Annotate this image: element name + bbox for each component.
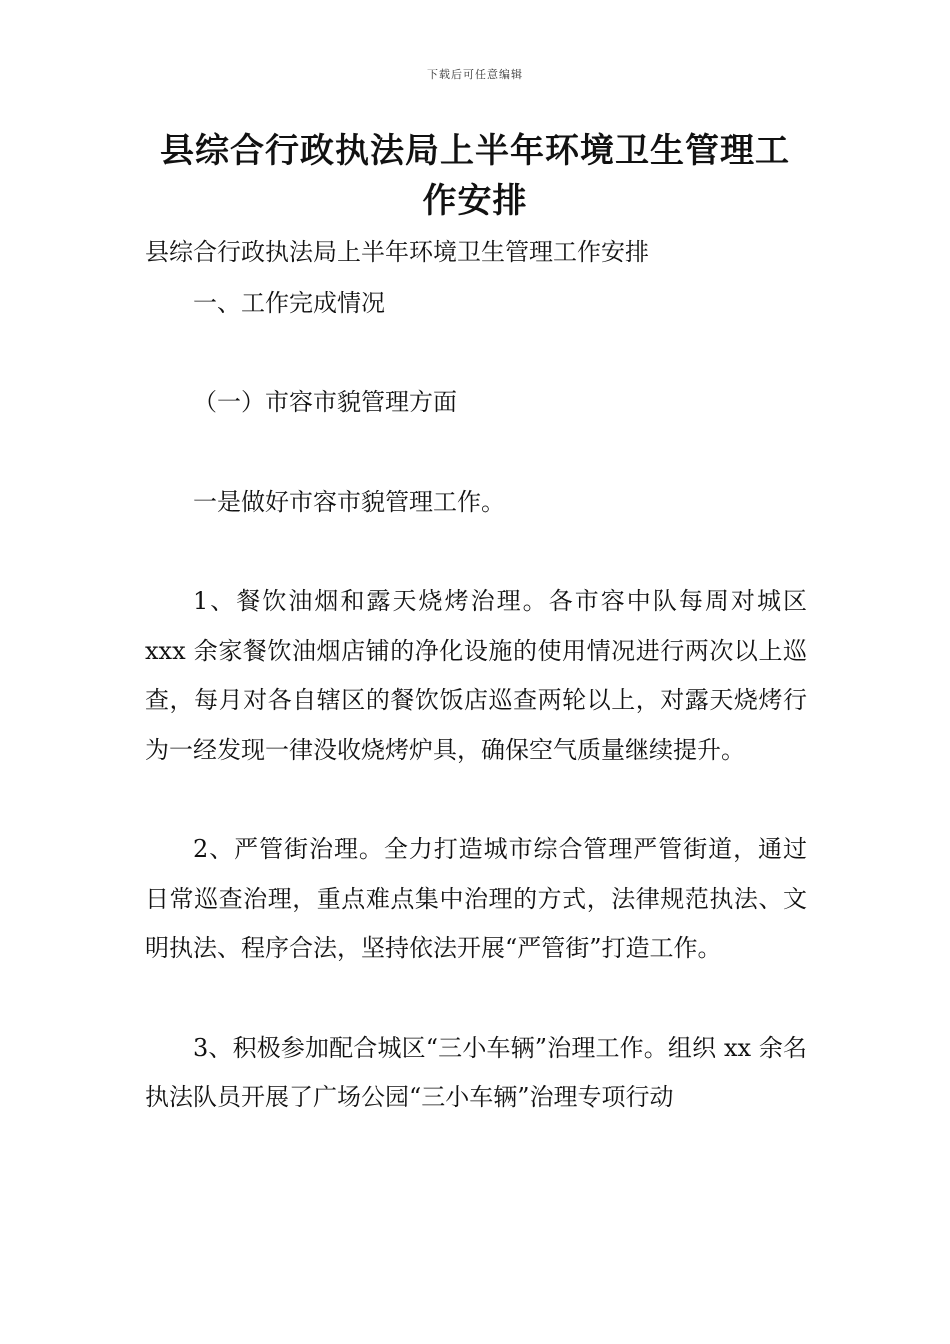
subsection-heading: （一）市容市貌管理方面 — [193, 388, 457, 416]
paragraph-1: 1、餐饮油烟和露天烧烤治理。各市容中队每周对城区 xxx 余家餐饮油烟店铺的净化设施的使用情况进行两次以上巡查，每月对各自辖区的餐饮饭店巡查两轮以上，对露天烧烤行为一经发现一律没收烧烤炉具，确保空气质量继续提升。 — [145, 587, 807, 764]
section-heading: 一、工作完成情况 — [193, 288, 385, 317]
header-note: 下载后可任意编辑 — [427, 68, 523, 81]
document-title: 县综合行政执法局上半年环境卫生管理工作安排 — [160, 131, 790, 221]
paragraph-2: 2、严管街治理。全力打造城市综合管理严管街道，通过日常巡查治理，重点难点集中治理的方式，法律规范执法、文明执法、程序合法，坚持依法开展“严管街”打造工作。 — [145, 835, 807, 962]
document-subtitle: 县综合行政执法局上半年环境卫生管理工作安排 — [145, 238, 649, 266]
document-body — [145, 228, 807, 1123]
item-heading: 一是做好市容市貌管理工作。 — [193, 487, 505, 516]
paragraph-3: 3、积极参加配合城区“三小车辆”治理工作。组织 xx 余名执法队员开展了广场公园“三小车辆”治理专项行动 — [145, 1033, 807, 1111]
